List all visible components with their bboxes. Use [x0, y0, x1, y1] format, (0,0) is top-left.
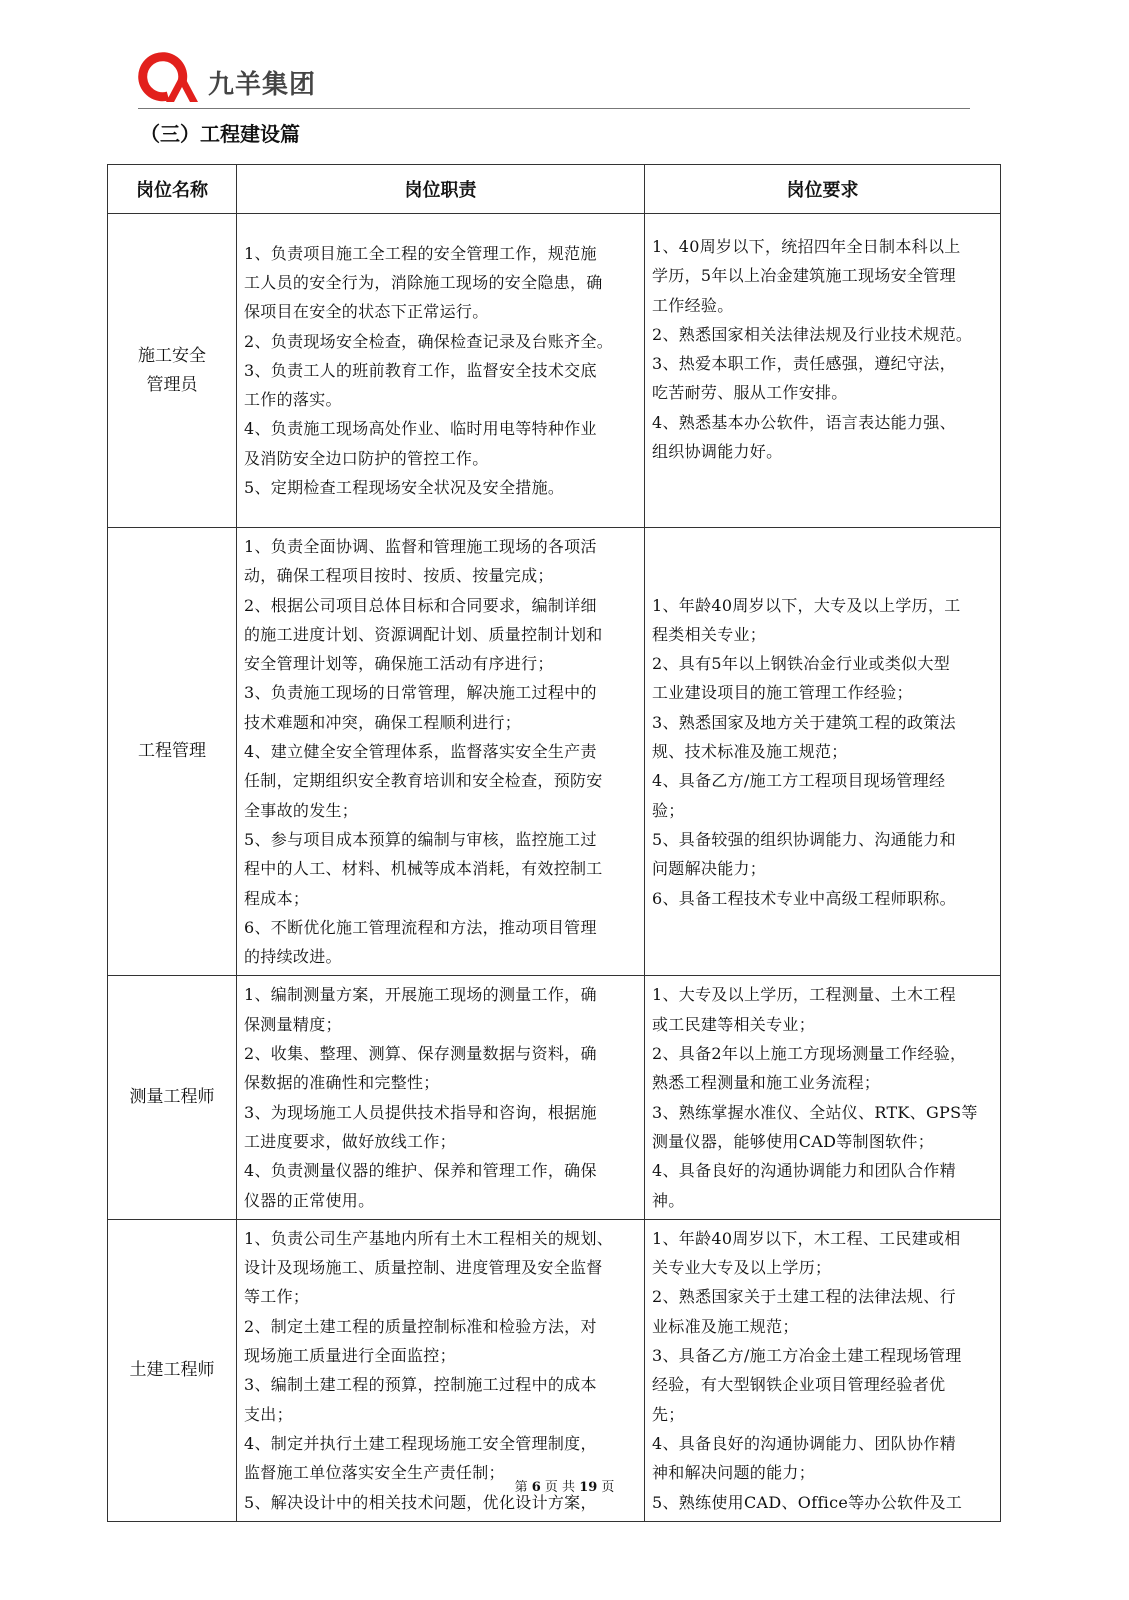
duty-line: 及消防安全边口防护的管控工作。: [244, 448, 489, 468]
requirements-cell: [645, 528, 1001, 976]
requirement-line: 测量仪器，能够使用CAD等制图软件；: [652, 1131, 935, 1151]
duty-line: 的施工进度计划、资源调配计划、质量控制计划和: [244, 624, 603, 644]
section-title: （三）工程建设篇: [140, 122, 300, 146]
requirement-line: 3、熟悉国家及地方关于建筑工程的政策法: [652, 712, 956, 732]
brand-name: 九羊集团: [208, 70, 317, 100]
duty-line: 1、负责公司生产基地内所有土木工程相关的规划、: [244, 1228, 614, 1248]
duty-line: 5、定期检查工程现场安全状况及安全措施。: [244, 478, 565, 498]
duty-line: 的持续改进。: [244, 947, 342, 967]
table-row: [108, 976, 1001, 1219]
requirement-line: 2、熟悉国家相关法律法规及行业技术规范。: [652, 324, 973, 344]
position-name-line: 土建工程师: [129, 1359, 215, 1380]
table-row: [108, 528, 1001, 976]
requirement-line: 先；: [652, 1404, 685, 1424]
position-name-line: 工程管理: [138, 741, 206, 762]
duty-line: 仪器的正常使用。: [244, 1190, 375, 1210]
requirement-line: 1、年龄40周岁以下，大专及以上学历，工: [652, 595, 961, 615]
duty-line: 动，确保工程项目按时、按质、按量完成；: [244, 566, 554, 586]
requirement-line: 业标准及施工规范；: [652, 1316, 799, 1336]
requirement-line: 工作经验。: [652, 295, 734, 315]
column-header-position: 岗位名称: [108, 165, 237, 214]
duty-line: 1、负责项目施工全工程的安全管理工作，规范施: [244, 243, 597, 263]
requirement-line: 程类相关专业；: [652, 624, 767, 644]
duty-line: 安全管理计划等，确保施工活动有序进行；: [244, 654, 554, 674]
duty-line: 保数据的准确性和完整性；: [244, 1073, 440, 1093]
duty-line: 6、不断优化施工管理流程和方法，推动项目管理: [244, 917, 597, 937]
duty-line: 支出；: [244, 1404, 293, 1424]
duty-line: 4、负责测量仪器的维护、保养和管理工作，确保: [244, 1161, 597, 1181]
footer-total-pages: 19: [579, 1480, 598, 1495]
duty-line: 5、解决设计中的相关技术问题，优化设计方案，: [244, 1492, 597, 1512]
requirements-cell: [645, 214, 1001, 528]
requirement-line: 关专业大专及以上学历；: [652, 1258, 832, 1278]
requirement-line: 4、具备乙方/施工方工程项目现场管理经: [652, 771, 946, 791]
duty-line: 程中的人工、材料、机械等成本消耗，有效控制工: [244, 859, 603, 879]
duties-cell: [237, 528, 645, 976]
requirement-line: 5、具备较强的组织协调能力、沟通能力和: [652, 829, 956, 849]
duty-line: 2、根据公司项目总体目标和合同要求，编制详细: [244, 595, 597, 615]
requirement-line: 5、熟练使用CAD、Office等办公软件及工: [652, 1492, 963, 1512]
requirement-line: 神和解决问题的能力；: [652, 1463, 816, 1483]
duty-line: 3、编制土建工程的预算，控制施工过程中的成本: [244, 1375, 597, 1395]
requirement-line: 3、熟练掌握水准仪、全站仪、RTK、GPS等: [652, 1102, 978, 1122]
requirement-line: 规、技术标准及施工规范；: [652, 742, 848, 762]
footer-middle: 页 共: [544, 1480, 576, 1495]
requirement-line: 4、具备良好的沟通协调能力、团队协作精: [652, 1433, 956, 1453]
duty-line: 工作的落实。: [244, 390, 342, 410]
position-name-line: 施工安全: [138, 345, 206, 366]
requirement-line: 神。: [652, 1190, 685, 1210]
duty-line: 1、编制测量方案，开展施工现场的测量工作，确: [244, 985, 597, 1005]
requirement-line: 3、具备乙方/施工方冶金土建工程现场管理: [652, 1346, 962, 1366]
column-header-requirements: 岗位要求: [645, 165, 1001, 214]
requirement-line: 经验，有大型钢铁企业项目管理经验者优: [652, 1375, 946, 1395]
requirement-line: 组织协调能力好。: [652, 442, 783, 462]
requirement-line: 3、热爱本职工作，责任感强，遵纪守法，: [652, 354, 956, 374]
footer-prefix: 第: [514, 1480, 528, 1495]
requirement-line: 4、熟悉基本办公软件，语言表达能力强、: [652, 412, 956, 432]
requirement-line: 或工民建等相关专业；: [652, 1014, 816, 1034]
duty-line: 保项目在安全的状态下正常运行。: [244, 302, 489, 322]
page-footer: [0, 1476, 1129, 1495]
duty-line: 任制，定期组织安全教育培训和安全检查，预防安: [244, 771, 603, 791]
table-header-row: [108, 165, 1001, 214]
duty-line: 工人员的安全行为，消除施工现场的安全隐患，确: [244, 272, 603, 292]
column-header-duties: 岗位职责: [237, 165, 645, 214]
jiuyang-logo-icon: [138, 52, 206, 106]
requirement-line: 4、具备良好的沟通协调能力和团队合作精: [652, 1161, 956, 1181]
duty-line: 2、负责现场安全检查，确保检查记录及台账齐全。: [244, 331, 614, 351]
duty-line: 5、参与项目成本预算的编制与审核，监控施工过: [244, 829, 597, 849]
requirement-line: 熟悉工程测量和施工业务流程；: [652, 1073, 881, 1093]
requirement-line: 1、40周岁以下，统招四年全日制本科以上: [652, 237, 961, 256]
duty-line: 4、负责施工现场高处作业、临时用电等特种作业: [244, 419, 597, 439]
duty-line: 3、负责工人的班前教育工作，监督安全技术交底: [244, 360, 597, 380]
position-name-line: 测量工程师: [129, 1087, 215, 1108]
duty-line: 全事故的发生；: [244, 800, 359, 820]
requirement-line: 1、大专及以上学历，工程测量、土木工程: [652, 985, 956, 1005]
requirement-line: 问题解决能力；: [652, 859, 767, 879]
duty-line: 程成本；: [244, 888, 310, 908]
duty-line: 1、负责全面协调、监督和管理施工现场的各项活: [244, 537, 597, 556]
header-divider: [138, 108, 970, 109]
table-row: [108, 214, 1001, 528]
duties-cell: [237, 214, 645, 528]
requirement-line: 1、年龄40周岁以下，木工程、工民建或相: [652, 1228, 961, 1248]
requirement-line: 吃苦耐劳、服从工作安排。: [652, 383, 848, 403]
position-name-line: 管理员: [146, 374, 198, 395]
duty-line: 4、制定并执行土建工程现场施工安全管理制度，: [244, 1433, 597, 1453]
duty-line: 3、为现场施工人员提供技术指导和咨询，根据施: [244, 1102, 597, 1122]
duty-line: 技术难题和冲突，确保工程顺利进行；: [244, 712, 522, 732]
duty-line: 设计及现场施工、质量控制、进度管理及安全监督: [244, 1258, 603, 1278]
duties-cell: [237, 976, 645, 1219]
positions-table: [107, 164, 1001, 1522]
requirement-line: 验；: [652, 800, 685, 820]
position-name-cell: [108, 528, 237, 976]
duty-line: 监督施工单位落实安全生产责任制；: [244, 1463, 505, 1483]
requirement-line: 工业建设项目的施工管理工作经验；: [652, 683, 913, 703]
duty-line: 2、制定土建工程的质量控制标准和检验方法，对: [244, 1316, 597, 1336]
duty-line: 4、建立健全安全管理体系，监督落实安全生产责: [244, 742, 597, 762]
duty-line: 保测量精度；: [244, 1014, 342, 1034]
requirement-line: 2、熟悉国家关于土建工程的法律法规、行: [652, 1287, 956, 1307]
position-name-cell: [108, 976, 237, 1219]
requirements-cell: [645, 976, 1001, 1219]
duty-line: 等工作；: [244, 1287, 310, 1307]
requirement-line: 6、具备工程技术专业中高级工程师职称。: [652, 888, 956, 908]
requirement-line: 2、具备2年以上施工方现场测量工作经验，: [652, 1044, 967, 1064]
footer-page-number: 6: [531, 1480, 541, 1495]
requirement-line: 2、具有5年以上钢铁冶金行业或类似大型: [652, 654, 951, 674]
footer-suffix: 页: [601, 1480, 615, 1495]
duty-line: 2、收集、整理、测算、保存测量数据与资料，确: [244, 1044, 597, 1064]
position-name-cell: [108, 214, 237, 528]
duty-line: 工进度要求，做好放线工作；: [244, 1131, 456, 1151]
requirement-line: 学历，5年以上冶金建筑施工现场安全管理: [652, 266, 956, 286]
duty-line: 3、负责施工现场的日常管理，解决施工过程中的: [244, 683, 597, 703]
page-header: [138, 52, 970, 108]
duty-line: 现场施工质量进行全面监控；: [244, 1346, 456, 1366]
